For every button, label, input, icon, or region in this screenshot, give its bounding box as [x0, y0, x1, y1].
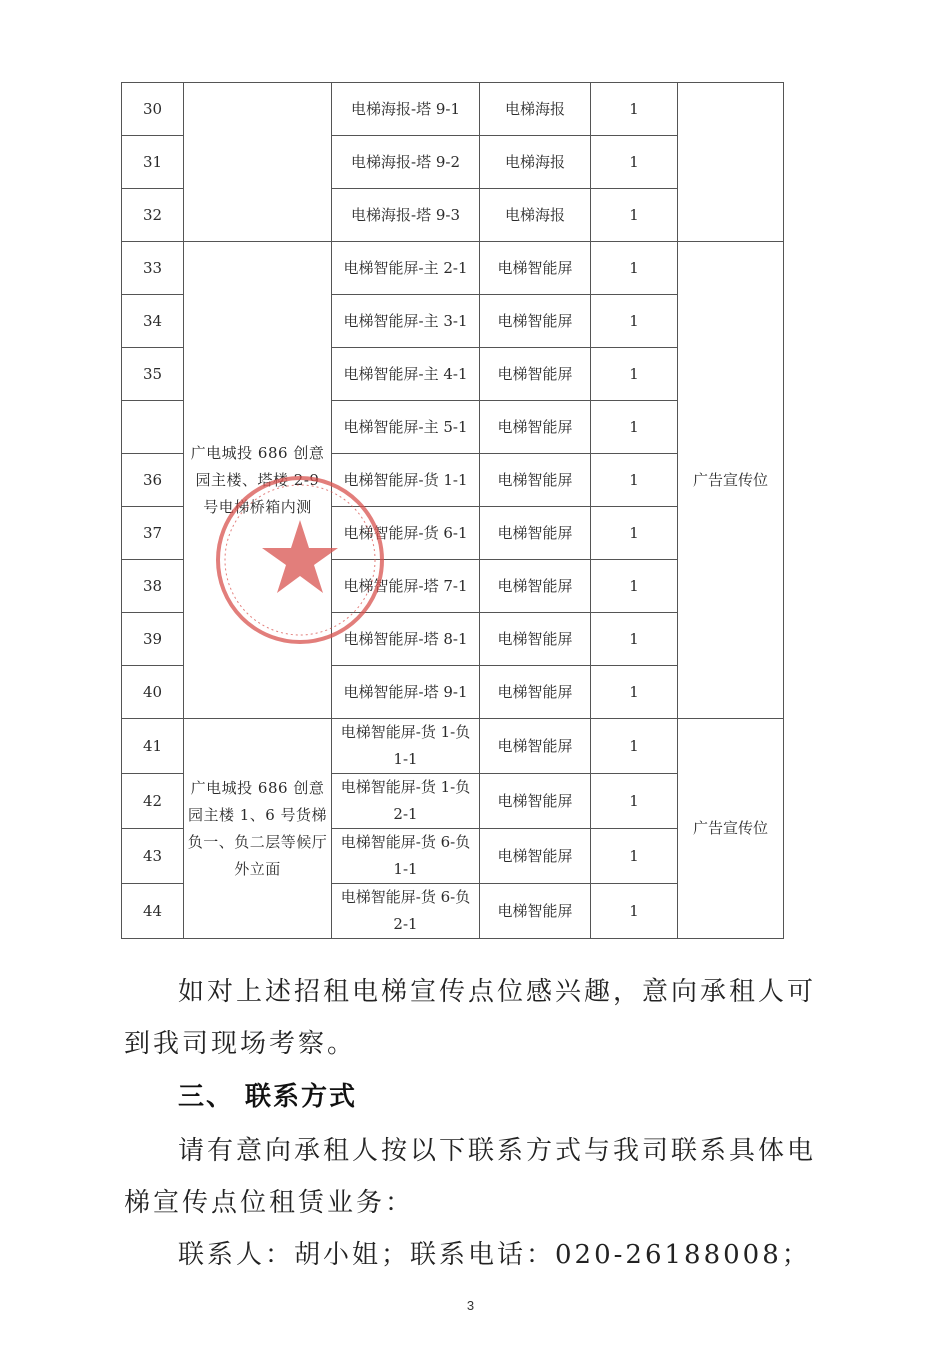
- point-quantity: 1: [591, 884, 678, 939]
- point-name: 电梯智能屏-货 6-负 2-1: [332, 884, 480, 939]
- point-quantity: 1: [591, 83, 678, 136]
- point-quantity: 1: [591, 666, 678, 719]
- location-cell-empty: [184, 83, 332, 242]
- point-type: 电梯智能屏: [480, 242, 591, 295]
- point-name: 电梯智能屏-货 1-负 1-1: [332, 719, 480, 774]
- row-number: [122, 401, 184, 454]
- point-quantity: 1: [591, 829, 678, 884]
- point-quantity: 1: [591, 454, 678, 507]
- row-number: 37: [122, 507, 184, 560]
- point-name: 电梯海报-塔 9-3: [332, 189, 480, 242]
- row-number: 32: [122, 189, 184, 242]
- row-number: 39: [122, 613, 184, 666]
- point-type: 电梯智能屏: [480, 454, 591, 507]
- point-name: 电梯智能屏-塔 8-1: [332, 613, 480, 666]
- row-number: 35: [122, 348, 184, 401]
- point-type: 电梯智能屏: [480, 774, 591, 829]
- row-number: 33: [122, 242, 184, 295]
- row-number: 34: [122, 295, 184, 348]
- point-type: 电梯智能屏: [480, 666, 591, 719]
- row-number: 43: [122, 829, 184, 884]
- point-quantity: 1: [591, 401, 678, 454]
- point-quantity: 1: [591, 295, 678, 348]
- point-name: 电梯智能屏-货 1-1: [332, 454, 480, 507]
- point-name: 电梯智能屏-塔 9-1: [332, 666, 480, 719]
- point-type: 电梯智能屏: [480, 348, 591, 401]
- point-type: 电梯智能屏: [480, 560, 591, 613]
- point-quantity: 1: [591, 613, 678, 666]
- row-number: 36: [122, 454, 184, 507]
- table-row: [122, 242, 784, 295]
- point-name: 电梯智能屏-主 5-1: [332, 401, 480, 454]
- location-cell: 广电城投 686 创意园主楼 1、6 号货梯负一、负二层等候厅外立面: [184, 719, 332, 939]
- point-name: 电梯海报-塔 9-1: [332, 83, 480, 136]
- point-quantity: 1: [591, 189, 678, 242]
- point-name: 电梯智能屏-主 3-1: [332, 295, 480, 348]
- point-type: 电梯海报: [480, 83, 591, 136]
- row-number: 40: [122, 666, 184, 719]
- point-type: 电梯智能屏: [480, 507, 591, 560]
- point-quantity: 1: [591, 774, 678, 829]
- contact-details: 联系人：胡小姐；联系电话：020-26188008；: [178, 1240, 811, 1270]
- point-type: 电梯智能屏: [480, 829, 591, 884]
- row-number: 42: [122, 774, 184, 829]
- point-quantity: 1: [591, 242, 678, 295]
- point-quantity: 1: [591, 719, 678, 774]
- point-quantity: 1: [591, 136, 678, 189]
- usage-cell: 广告宣传位: [678, 242, 784, 719]
- table-row: [122, 83, 784, 136]
- point-name: 电梯智能屏-货 6-负 1-1: [332, 829, 480, 884]
- point-quantity: 1: [591, 348, 678, 401]
- table-row: [122, 719, 784, 774]
- row-number: 30: [122, 83, 184, 136]
- point-name: 电梯智能屏-货 1-负 2-1: [332, 774, 480, 829]
- point-name: 电梯智能屏-塔 7-1: [332, 560, 480, 613]
- row-number: 44: [122, 884, 184, 939]
- section-heading: 三、 联系方式: [178, 1082, 358, 1112]
- point-quantity: 1: [591, 560, 678, 613]
- point-name: 电梯智能屏-主 4-1: [332, 348, 480, 401]
- point-type: 电梯智能屏: [480, 613, 591, 666]
- row-number: 31: [122, 136, 184, 189]
- contact-intro-paragraph: 请有意向承租人按以下联系方式与我司联系具体电梯宣传点位租赁业务：: [124, 1136, 817, 1218]
- point-type: 电梯智能屏: [480, 401, 591, 454]
- point-type: 电梯智能屏: [480, 719, 591, 774]
- point-name: 电梯智能屏-货 6-1: [332, 507, 480, 560]
- point-type: 电梯海报: [480, 136, 591, 189]
- point-name: 电梯海报-塔 9-2: [332, 136, 480, 189]
- usage-cell-empty: [678, 83, 784, 242]
- point-name: 电梯智能屏-主 2-1: [332, 242, 480, 295]
- point-type: 电梯智能屏: [480, 295, 591, 348]
- page-number: 3: [466, 1298, 475, 1313]
- point-type: 电梯海报: [480, 189, 591, 242]
- listing-table: [121, 82, 784, 939]
- point-type: 电梯智能屏: [480, 884, 591, 939]
- usage-cell: 广告宣传位: [678, 719, 784, 939]
- row-number: 38: [122, 560, 184, 613]
- point-quantity: 1: [591, 507, 678, 560]
- location-cell: 广电城投 686 创意园主楼、塔楼 2-9 号电梯桥箱内测: [184, 242, 332, 719]
- row-number: 41: [122, 719, 184, 774]
- interest-paragraph: 如对上述招租电梯宣传点位感兴趣，意向承租人可到我司现场考察。: [124, 977, 817, 1059]
